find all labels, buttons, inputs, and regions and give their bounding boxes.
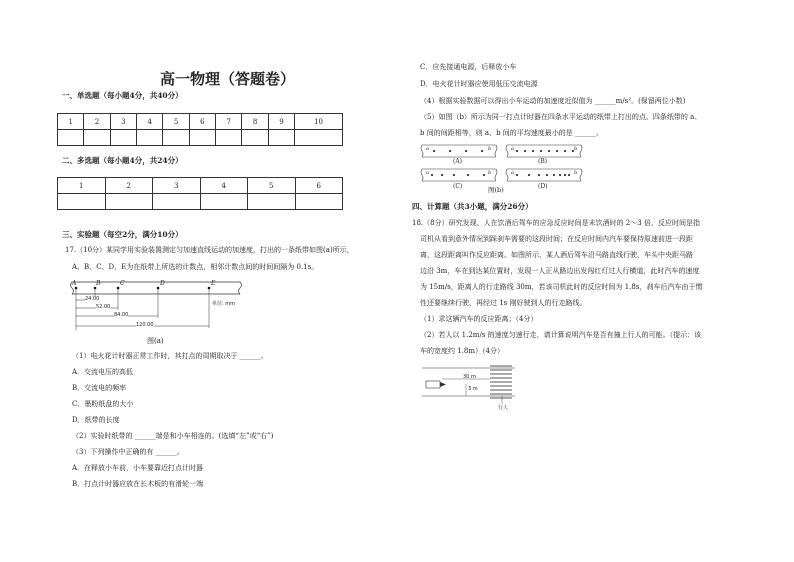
table-row bbox=[58, 178, 343, 194]
table-cell: 1 bbox=[58, 178, 106, 194]
answer-cell[interactable] bbox=[248, 194, 296, 210]
answer-cell[interactable] bbox=[58, 130, 84, 146]
q17-sub1-option-c: C．墨粉纸盘的大小 bbox=[72, 400, 134, 408]
q17-text-line1: 17.（10分）某同学用实验装置测定匀加速直线运动的加速度，打出的一条纸带如图(a)所示， bbox=[65, 246, 354, 254]
table-cell: 10 bbox=[295, 114, 343, 130]
table-row bbox=[58, 194, 343, 210]
strip-b-end-label: a bbox=[511, 146, 514, 152]
q17-sub1-option-d: D．纸带的长度 bbox=[72, 416, 120, 424]
q18-sub2-line1: （2）若人以 1.2m/s 的速度匀速行走，请计算说明汽车是否有撞上行人的可能。（提示：该 bbox=[420, 331, 702, 339]
q17-sub5-line1: （5）如图（b）所示为同一打点计时器在四条水平运动的纸带上打出的点。四条纸带的 a、 bbox=[420, 113, 702, 121]
section-heading-multi-choice: 二、多选题（每小题4分，共24分） bbox=[62, 156, 183, 165]
pedestrian-label: 行人 bbox=[498, 405, 509, 411]
table-cell: 2 bbox=[105, 178, 153, 194]
q18-text-line1: 18.（8分）研究发现，人在饮酒后驾车的应急反应时间是未饮酒时的 2～3 倍，反应时间是指 bbox=[412, 219, 700, 227]
answer-cell[interactable] bbox=[137, 130, 163, 146]
single-choice-answer-table bbox=[57, 113, 343, 146]
answer-cell[interactable] bbox=[200, 194, 248, 210]
answer-cell[interactable] bbox=[268, 130, 294, 146]
q18-text-line2: 司机从看到意外情况到踩刹车需要的这段时间；在反应时间内汽车要保持原速前进一段距 bbox=[420, 235, 693, 243]
tape-label-e: E bbox=[211, 280, 216, 287]
table-cell: 5 bbox=[248, 178, 296, 194]
strip-c-end-label-b: b bbox=[488, 170, 492, 176]
table-row bbox=[58, 130, 343, 146]
strip-a-figure bbox=[420, 144, 498, 158]
paper-tape-figure bbox=[68, 278, 248, 336]
q18-text-line5: 为 15m/s，距离人的行走路线 30m，若该司机此时的反应时间为 1.8s，刹车后汽车由于惯 bbox=[420, 283, 703, 291]
table-cell: 4 bbox=[137, 114, 163, 130]
road-crosswalk-figure bbox=[420, 362, 520, 408]
strip-a-end-label-b: b bbox=[488, 146, 492, 152]
table-cell: 3 bbox=[153, 178, 201, 194]
table-cell: 8 bbox=[242, 114, 268, 130]
strip-c-figure bbox=[420, 168, 498, 182]
q18-text-line3: 离，这段距离叫作反应距离。如图所示，某人酒后驾车沿马路直线行驶，车头中央距马路 bbox=[420, 251, 693, 259]
section-heading-calculation: 四、计算题（共3小题，满分26分） bbox=[412, 202, 533, 211]
q17-sub3-option-b: B．打点计时器应放在长木板的有滑轮一端 bbox=[72, 480, 204, 488]
section-heading-experiment: 三、实验题（每空2分，满分10分） bbox=[62, 230, 183, 239]
car-icon bbox=[426, 381, 440, 388]
q17-sub5-line2: b 间的间距相等，则 a、b 间的平均速度最小的是 ______。 bbox=[420, 129, 604, 137]
tape-dim-24: 24.00 bbox=[85, 296, 100, 302]
figure-a-caption: 图(a) bbox=[147, 337, 164, 345]
table-cell: 4 bbox=[200, 178, 248, 194]
q18-sub2-line2: 车的宽度约 1.8m）（4分） bbox=[420, 347, 504, 355]
tape-label-c: C bbox=[120, 280, 125, 287]
tape-dim-120: 120.00 bbox=[136, 322, 154, 328]
q17-sub1-option-b: B．交流电的频率 bbox=[72, 384, 127, 392]
q17-sub3-option-d: D．电火花计时器应使用低压交流电源 bbox=[420, 80, 538, 88]
strip-b-figure bbox=[505, 144, 583, 158]
table-cell: 9 bbox=[268, 114, 294, 130]
q17-sub2: （2）实验时纸带的 ______端是和小车相连的。(选填“左”或“右”) bbox=[72, 432, 274, 440]
road-dim-30m: 30 m bbox=[463, 374, 476, 380]
tape-label-a: A bbox=[72, 280, 77, 287]
q18-sub1: （1）求这辆汽车的反应距离；（4分） bbox=[420, 315, 538, 323]
answer-cell[interactable] bbox=[295, 194, 343, 210]
tape-dim-84: 84.00 bbox=[114, 312, 129, 318]
strip-c-end-label: a bbox=[426, 170, 429, 176]
strip-b-label: (B) bbox=[538, 158, 548, 165]
table-cell: 7 bbox=[216, 114, 242, 130]
table-cell: 3 bbox=[110, 114, 136, 130]
answer-cell[interactable] bbox=[105, 194, 153, 210]
crosswalk-stripes bbox=[490, 366, 512, 398]
table-cell: 1 bbox=[58, 114, 84, 130]
table-cell: 2 bbox=[84, 114, 110, 130]
section-heading-single-choice: 一、单选题（每小题4分，共40分） bbox=[62, 91, 183, 100]
page-title: 高一物理（答题卷） bbox=[160, 70, 296, 88]
q18-text-line4: 边沿 3m，车在到达某位置时，发现一人正从路边出发闯红灯过人行横道，此时汽车的速度 bbox=[420, 267, 700, 275]
q18-text-line6: 性还要继续行驶，再经过 1s 刚好驶到人的行走路线。 bbox=[420, 299, 587, 307]
answer-cell[interactable] bbox=[153, 194, 201, 210]
road-dim-3m: 3 m bbox=[468, 386, 478, 392]
answer-cell[interactable] bbox=[295, 130, 343, 146]
answer-cell[interactable] bbox=[110, 130, 136, 146]
strip-d-end-label-b: b bbox=[574, 170, 578, 176]
q17-sub3: （3）下列操作中正确的有 ______。 bbox=[72, 448, 184, 456]
answer-cell[interactable] bbox=[84, 130, 110, 146]
strip-d-end-label: a bbox=[511, 170, 514, 176]
multi-choice-answer-table bbox=[57, 177, 343, 210]
table-cell: 5 bbox=[163, 114, 189, 130]
strip-b-end-label-b: b bbox=[574, 146, 578, 152]
q17-sub3-option-a: A．在释放小车前，小车要靠近打点计时器 bbox=[72, 464, 204, 472]
strip-a-label: (A) bbox=[453, 158, 463, 165]
q17-sub1-option-a: A．交流电压的高低 bbox=[72, 368, 134, 376]
tape-label-d: D bbox=[160, 280, 165, 287]
strip-a-end-label: a bbox=[426, 146, 429, 152]
answer-cell[interactable] bbox=[216, 130, 242, 146]
q17-sub1: （1）电火花计时器正常工作时，其打点的周期取决于 ______。 bbox=[72, 352, 268, 360]
figure-b-caption: 图(b) bbox=[488, 186, 504, 194]
table-cell: 6 bbox=[189, 114, 215, 130]
strip-d-figure bbox=[505, 168, 583, 182]
answer-cell[interactable] bbox=[242, 130, 268, 146]
table-cell: 6 bbox=[295, 178, 343, 194]
q17-text-line2: A、B、C、D、E为在纸带上所选的计数点，相邻计数点间的时间间隔为 0.1s。 bbox=[72, 263, 319, 271]
table-row bbox=[58, 114, 343, 130]
answer-cell[interactable] bbox=[163, 130, 189, 146]
tape-unit: 单位: mm bbox=[212, 301, 236, 307]
strip-d-label: (D) bbox=[538, 183, 548, 190]
q17-sub4: （4）根据实验数据可以得出小车运动的加速度近似值为 ______m/s²。(保留两位小数) bbox=[420, 97, 686, 105]
strip-c-label: (C) bbox=[453, 183, 463, 190]
q17-sub3-option-c: C．应先接通电源，后释放小车 bbox=[420, 63, 517, 71]
tape-label-b: B bbox=[96, 280, 101, 287]
answer-cell[interactable] bbox=[189, 130, 215, 146]
answer-cell[interactable] bbox=[58, 194, 106, 210]
tape-dim-52: 52.00 bbox=[96, 304, 111, 310]
